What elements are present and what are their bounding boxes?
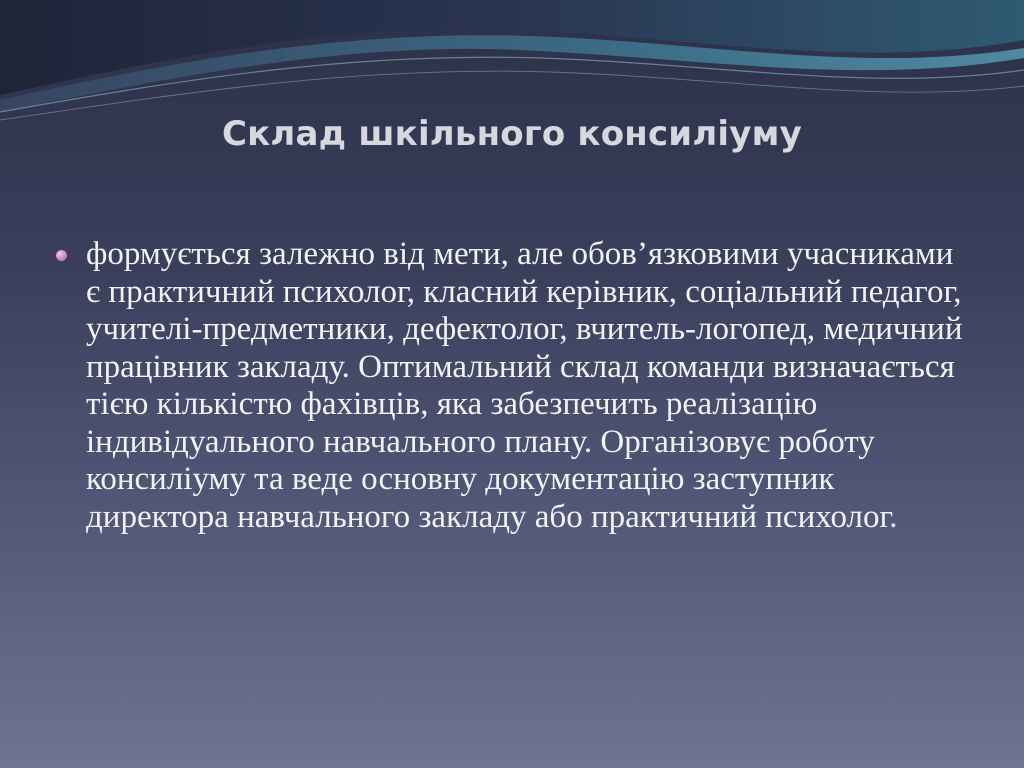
bullet-text: формується залежно від мети, але обов’язковими учасниками є практичний психолог, класний керівник, соціальний педагог, учителі-предметники, дефектолог, вчитель-логопед, медичний працівник закладу. Оптимальний склад команди визначається тією кількістю фахівців, яка забезпечить реалізацію індивідуального навчального плану. Організовує роботу консиліуму та веде основну документацію заступник директора навчального закладу або практичний психолог. <box>86 236 963 535</box>
list-item <box>56 236 976 536</box>
slide-title: Склад шкільного консиліуму <box>222 114 802 154</box>
bullet-list <box>56 236 976 536</box>
bullet-dot-icon <box>56 250 67 261</box>
